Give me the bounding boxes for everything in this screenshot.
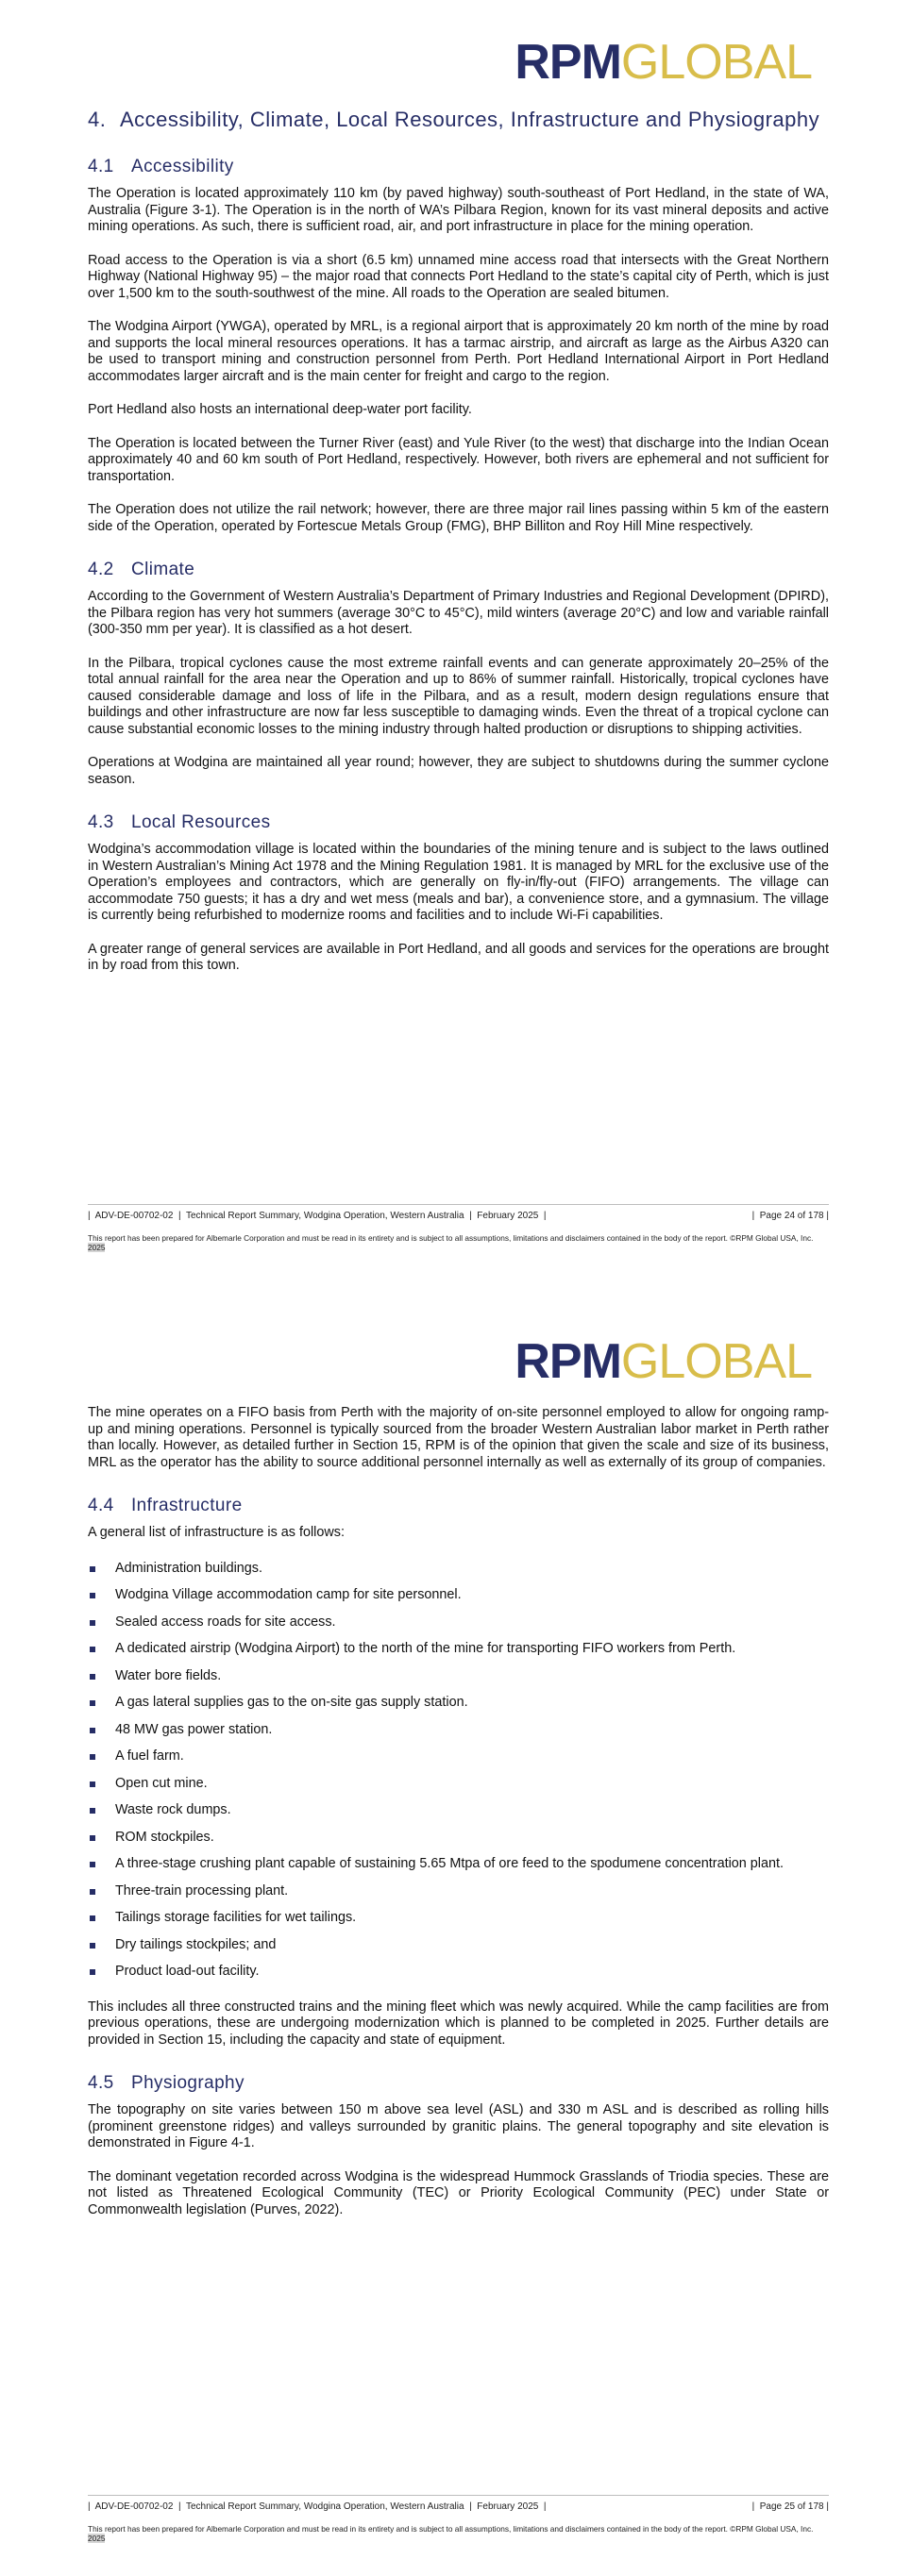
paragraph: The mine operates on a FIFO basis from Perth with the majority of on-site personnel employed to allow for ongoing ramp-up and mining operations. Personnel is typically sourced from the broader Western Australian labor market in Perth rather than locally. However, as detailed further in Section 15, RPM is of the opinion that given the scale and size of its business, MRL as the operator has the ability to source additional personnel internally as well as externally of its group of companies. <box>88 1405 829 1470</box>
rpm-global-logo <box>515 35 812 90</box>
infrastructure-list-item: Sealed access roads for site access. <box>88 1614 829 1631</box>
section-number: 4.3 <box>88 812 114 832</box>
bullet-square-icon <box>90 1835 95 1841</box>
footer-date: February 2025 <box>477 1211 539 1221</box>
bullet-square-icon <box>90 1728 95 1733</box>
section-number: 4.1 <box>88 157 114 176</box>
paragraph: According to the Government of Western Australia’s Department of Primary Industries and Regional Development (DPIRD), the Pilbara region has very hot summers (average 30°C to 45°C), mild winters (average 20°C) and low and variable rainfall (300-350 mm per year). It is classified as a hot desert. <box>88 589 829 637</box>
paragraph: The Operation is located approximately 110 km (by paved highway) south-southeast of Port Hedland, in the state of WA, Australia (Figure 3-1). The Operation is in the north of WA’s Pilbara Region, known for its vast mineral deposits and active mining operations. As such, there is sufficient road, air, and port infrastructure in place for the mining operation. <box>88 186 829 234</box>
paragraph: The Operation does not utilize the rail network; however, there are three major rail lines passing within 5 km of the eastern side of the Operation, operated by Fortescue Metals Group (FMG), BHP Billiton and Roy Hill Mine respectively. <box>88 502 829 534</box>
infrastructure-list-item: A gas lateral supplies gas to the on-site gas supply station. <box>88 1695 829 1712</box>
paragraph: Operations at Wodgina are maintained all year round; however, they are subject to shutdowns during the summer cyclone season. <box>88 755 829 787</box>
footer-line: | ADV-DE-00702-02 | Technical Report Summary, Wodgina Operation, Western Australia | February 2025 | | Page 24 of 178 | <box>88 1211 829 1221</box>
paragraph: Wodgina’s accommodation village is located within the boundaries of the mining tenure and is subject to the laws outlined in Western Australian’s Mining Act 1978 and the Mining Regulation 1981. It is managed by MRL for the exclusive use of the Operation’s employees and contractors, which are generally on fly-in/fly-out (FIFO) arrangements. The village can accommodate 750 guests; it has a dry and wet mess (meals and bar), a convenience store, and a gymnasium. The village is currently being refurbished to modernize rooms and facilities and to include Wi-Fi capabilities. <box>88 842 829 923</box>
footer-report-title: Technical Report Summary, Wodgina Operation, Western Australia <box>185 2501 464 2512</box>
infrastructure-list-item: A dedicated airstrip (Wodgina Airport) to the north of the mine for transporting FIFO workers from Perth. <box>88 1641 829 1658</box>
report-page-25 <box>0 1288 911 2576</box>
infrastructure-list-item: Water bore fields. <box>88 1668 829 1685</box>
infrastructure-list-item: Open cut mine. <box>88 1776 829 1793</box>
infrastructure-list-item: A three-stage crushing plant capable of sustaining 5.65 Mtpa of ore feed to the spodumene concentration plant. <box>88 1856 829 1873</box>
bullet-square-icon <box>90 1593 95 1598</box>
infrastructure-list-item: A fuel farm. <box>88 1748 829 1765</box>
chapter-number: 4. <box>88 108 107 131</box>
infrastructure-list-item: Waste rock dumps. <box>88 1802 829 1819</box>
logo-rpm: RPM <box>515 35 621 90</box>
page-25-body <box>88 1405 829 2218</box>
bullet-square-icon <box>90 1943 95 1949</box>
paragraph: The Operation is located between the Turner River (east) and Yule River (to the west) that discharge into the Indian Ocean approximately 40 and 60 km south of Port Hedland, respectively. However, both rivers are ephemeral and not sufficient for transportation. <box>88 435 829 484</box>
footer-page-number: Page 25 of 178 <box>759 2501 824 2512</box>
paragraph: The dominant vegetation recorded across Wodgina is the widespread Hummock Grasslands of Triodia species. These are not listed as Threatened Ecological Community (TEC) or Priority Ecological Community (PEC) under State or Commonwealth legislation (Purves, 2022). <box>88 2168 829 2217</box>
section-heading-local-resources <box>88 812 829 833</box>
section-heading-physiography <box>88 2073 829 2094</box>
bullet-square-icon <box>90 1889 95 1895</box>
bullet-square-icon <box>90 1647 95 1652</box>
footer-date: February 2025 <box>477 2501 539 2512</box>
infrastructure-list-item: Administration buildings. <box>88 1561 829 1578</box>
paragraph: The Wodgina Airport (YWGA), operated by MRL, is a regional airport that is approximately 20 km north of the mine by road and supports the local mineral resources operations. It has a tarmac airstrip, and aircraft as large as the Airbus A320 can be used to transport mining and construction personnel from Perth. Port Hedland International Airport in Port Hedland accommodates larger aircraft and is the main center for freight and cargo to the region. <box>88 319 829 384</box>
bullet-square-icon <box>90 1862 95 1867</box>
infrastructure-list <box>88 1561 829 1981</box>
logo-rpm: RPM <box>515 1334 621 1389</box>
infrastructure-list-item: ROM stockpiles. <box>88 1830 829 1847</box>
section-heading-climate <box>88 560 829 580</box>
chapter-title: Accessibility, Climate, Local Resources, Infrastructure and Physiography <box>120 108 820 131</box>
bullet-square-icon <box>90 1674 95 1680</box>
footer-line: | ADV-DE-00702-02 | Technical Report Summary, Wodgina Operation, Western Australia | February 2025 | | Page 25 of 178 | <box>88 2501 829 2512</box>
paragraph: The topography on site varies between 150 m above sea level (ASL) and 330 m ASL and is described as rolling hills (prominent greenstone ridges) and valleys surrounded by granitic plains. The general topography and site elevation is demonstrated in Figure 4-1. <box>88 2102 829 2150</box>
bullet-square-icon <box>90 1915 95 1921</box>
paragraph: A greater range of general services are available in Port Hedland, and all goods and services for the operations are brought in by road from this town. <box>88 941 829 973</box>
footer-page-number: Page 24 of 178 <box>759 1211 824 1221</box>
bullet-square-icon <box>90 1969 95 1975</box>
page-24-body <box>88 108 829 975</box>
page-footer <box>88 2495 829 2543</box>
footer-report-title: Technical Report Summary, Wodgina Operation, Western Australia <box>185 1211 464 1221</box>
page-footer <box>88 1204 829 1252</box>
section-title: Accessibility <box>131 157 234 176</box>
footer-year: 2025 <box>88 1243 106 1252</box>
bullet-square-icon <box>90 1620 95 1626</box>
rpm-global-logo <box>515 1334 812 1389</box>
logo-global: GLOBAL <box>620 35 812 90</box>
footer-disclaimer: This report has been prepared for Albemarle Corporation and must be read in its entirety and is subject to all assumptions, limitations and disclaimers contained in the body of the report. ©RPM Global USA, Inc. 2025 <box>88 1233 814 1252</box>
bullet-square-icon <box>90 1566 95 1572</box>
bullet-square-icon <box>90 1754 95 1760</box>
infrastructure-list-item: Three-train processing plant. <box>88 1883 829 1900</box>
section-title: Climate <box>131 560 195 579</box>
section-heading-infrastructure <box>88 1496 829 1516</box>
infrastructure-list-item: Wodgina Village accommodation camp for site personnel. <box>88 1587 829 1604</box>
paragraph: A general list of infrastructure is as follows: <box>88 1525 345 1540</box>
infrastructure-list-item: Dry tailings stockpiles; and <box>88 1937 829 1954</box>
bullet-square-icon <box>90 1700 95 1706</box>
bullet-square-icon <box>90 1781 95 1787</box>
section-title: Local Resources <box>131 812 271 832</box>
section-title: Physiography <box>131 2073 245 2093</box>
section-number: 4.4 <box>88 1496 114 1515</box>
infrastructure-list-item: Product load-out facility. <box>88 1964 829 1981</box>
footer-disclaimer: This report has been prepared for Albemarle Corporation and must be read in its entirety and is subject to all assumptions, limitations and disclaimers contained in the body of the report. ©RPM Global USA, Inc. 2025 <box>88 2524 814 2543</box>
section-title: Infrastructure <box>131 1496 243 1515</box>
paragraph: Road access to the Operation is via a short (6.5 km) unnamed mine access road that intersects with the Great Northern Highway (National Highway 95) – the major road that connects Port Hedland to the state’s capital city of Perth, which is just over 1,500 km to the south-southwest of the mine. All roads to the Operation are sealed bitumen. <box>88 252 829 301</box>
infrastructure-list-item: Tailings storage facilities for wet tailings. <box>88 1910 829 1927</box>
infrastructure-list-item: 48 MW gas power station. <box>88 1722 829 1739</box>
paragraph: This includes all three constructed trains and the mining fleet which was newly acquired. While the camp facilities are from previous operations, these are undergoing modernization which is planned to be completed in 2025. Further details are provided in Section 15, including the capacity and state of equipment. <box>88 1999 829 2048</box>
paragraph: In the Pilbara, tropical cyclones cause the most extreme rainfall events and can generate approximately 20–25% of the total annual rainfall for the area near the Operation and up to 86% of summer rainfall. Historically, tropical cyclones have caused considerable damage and loss of life in the Pilbara, and as a result, modern design regulations ensure that buildings and other infrastructure are now far less susceptible to damaging winds. Even the threat of a tropical cyclone can cause substantial economic losses to the mining industry through halted production or disruptions to shipping activities. <box>88 655 829 737</box>
section-number: 4.5 <box>88 2073 114 2093</box>
chapter-heading <box>88 108 829 132</box>
logo-global: GLOBAL <box>620 1334 812 1389</box>
section-number: 4.2 <box>88 560 114 579</box>
footer-year: 2025 <box>88 2534 106 2543</box>
section-heading-accessibility <box>88 157 829 177</box>
paragraph: Port Hedland also hosts an international deep-water port facility. <box>88 402 472 417</box>
footer-doc-id: ADV-DE-00702-02 <box>94 2501 174 2512</box>
footer-doc-id: ADV-DE-00702-02 <box>94 1211 174 1221</box>
bullet-square-icon <box>90 1808 95 1814</box>
